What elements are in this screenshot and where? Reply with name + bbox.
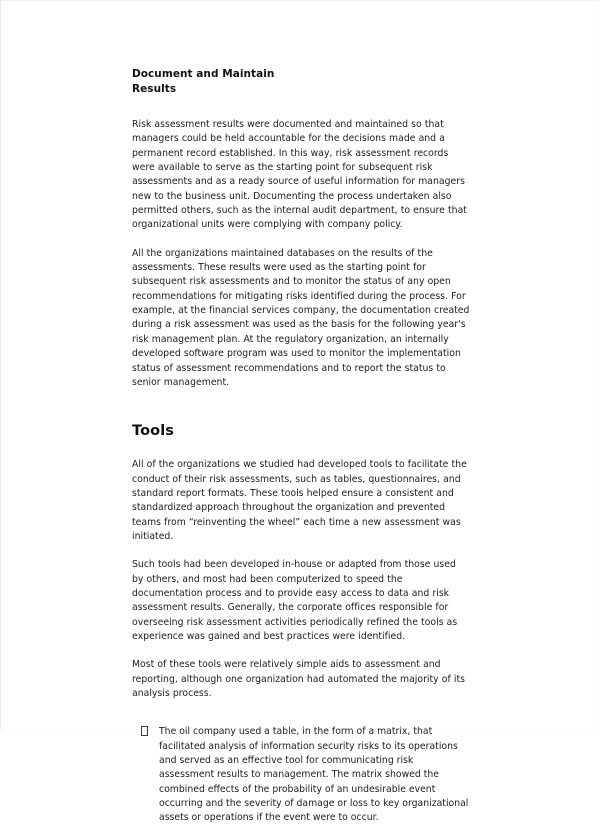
paragraph-tools-developed: All of the organizations we studied had developed tools to facilitate the conduct of their risk assessments, such as tables, questionnaires, and standard report formats. These tools helped ensure a consistent and standardized approach throughout the organization and prevented teams from “reinventing the wheel” each time a new assessment was initiated. bbox=[132, 459, 467, 542]
document-content bbox=[132, 67, 470, 826]
spacer bbox=[132, 701, 470, 725]
paragraph-databases-results: All the organizations maintained databases on the results of the assessments. These results were used as the starting point for subsequent risk assessments and to monitor the status of any open recommendations for mitigating risks identified during the process. For example, at the financial services company, the documentation created during a risk assessment was used as the basis for the following year's risk management plan. At the regulatory organization, an internally developed software program was used to monitor the implementation status of assessment recommendations and to report the status to senior management. bbox=[132, 247, 470, 388]
spacer bbox=[132, 544, 470, 558]
spacer bbox=[132, 440, 470, 458]
paragraph-documented-results: Risk assessment results were documented and maintained so that managers could be held accountable for the decisions made and a permanent record established. In this way, risk assessment records were available to serve as the starting point for subsequent risk assessments and as a ready source of useful information for managers new to the business unit. Documenting the process undertaken also permitted others, such as the internal audit department, to ensure that organizational units were complying with company policy. bbox=[132, 119, 467, 231]
spacer bbox=[132, 390, 470, 422]
section-heading-line-2: Results bbox=[132, 82, 177, 95]
section-heading-document-and-maintain bbox=[132, 67, 470, 96]
bullet-missing-glyph-icon bbox=[132, 725, 159, 740]
spacer bbox=[132, 96, 470, 118]
spacer bbox=[132, 233, 470, 247]
section-heading-line-1: Document and Maintain bbox=[132, 68, 275, 80]
bullet-item-text: The oil company used a table, in the form of a matrix, that facilitated analysis of information security risks to its operations and served as an effective tool for communicating risk assessment results to management. The matrix showed the combined effects of the probability of an undesirable event occurring and the severity of damage or loss to key organizational assets or operations if the event were to occur. bbox=[159, 726, 469, 824]
spacer bbox=[132, 644, 470, 658]
paragraph-tools-simple-aids: Most of these tools were relatively simple aids to assessment and reporting, although one organization had automated the majority of its analysis process. bbox=[132, 659, 465, 699]
list-item bbox=[132, 725, 470, 825]
section-heading-tools: Tools bbox=[132, 423, 174, 440]
paragraph-tools-inhouse: Such tools had been developed in-house or adapted from those used by others, and most had been computerized to speed the documentation process and to provide easy access to data and risk assessment results. Generally, the corporate offices responsible for overseeing risk assessment activities periodically refined the tools as experience was gained and best practices were identified. bbox=[132, 559, 458, 642]
